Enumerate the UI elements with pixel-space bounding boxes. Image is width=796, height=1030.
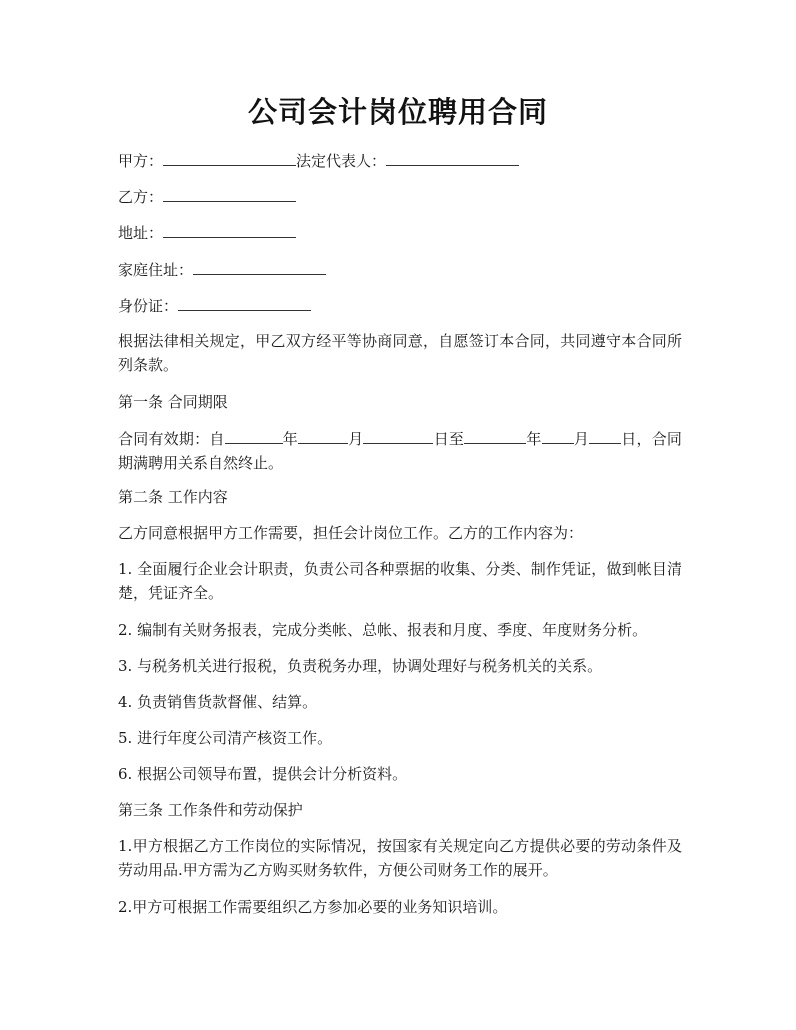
article2-item: 6. 根据公司领导布置，提供会计分析资料。 — [118, 765, 408, 783]
article2-item: 5. 进行年度公司清产核资工作。 — [118, 729, 333, 747]
party-a-label: 甲方： — [118, 152, 164, 170]
validity-year1: 年 — [282, 430, 299, 448]
home-address-line — [118, 257, 682, 282]
id-card-blank — [178, 293, 311, 311]
intro-paragraph: 根据法律相关规定，甲乙双方经平等协商同意，自愿签订本合同，共同遵守本合同所列条款。 — [118, 332, 682, 374]
start-year-blank — [225, 426, 283, 444]
party-a-line — [118, 148, 682, 173]
address-blank — [163, 220, 296, 238]
validity-prefix: 合同有效期：自 — [118, 430, 225, 448]
article1-heading: 第一条 合同期限 — [118, 393, 228, 411]
validity-day2-end: 日，合同期满聘用关系自然终止。 — [118, 430, 682, 472]
legal-representative-label: 法定代表人： — [296, 152, 387, 170]
article3-item: 2.甲方可根据工作需要组织乙方参加必要的业务知识培训。 — [118, 898, 508, 916]
home-address-blank — [193, 257, 326, 275]
validity-year2: 年 — [526, 430, 542, 448]
article3-item: 1.甲方根据乙方工作岗位的实际情况，按国家有关规定向乙方提供必要的劳动条件及劳动用品.甲方需为乙方购买财务软件，方便公司财务工作的展开。 — [118, 837, 682, 879]
party-a-blank — [163, 148, 296, 166]
validity-day1-to: 日至 — [433, 430, 465, 448]
article2-item: 2. 编制有关财务报表，完成分类帐、总帐、报表和月度、季度、年度财务分析。 — [118, 621, 648, 639]
address-line — [118, 220, 682, 245]
end-month-blank — [542, 426, 574, 444]
article2-item: 3. 与税务机关进行报税，负责税务办理，协调处理好与税务机关的关系。 — [118, 657, 603, 675]
validity-paragraph — [118, 426, 682, 475]
article3-heading: 第三条 工作条件和劳动保护 — [118, 801, 303, 819]
home-address-label: 家庭住址： — [118, 261, 194, 279]
id-card-line — [118, 293, 682, 318]
article2-intro: 乙方同意根据甲方工作需要，担任会计岗位工作。乙方的工作内容为： — [118, 524, 584, 542]
legal-representative-blank — [386, 148, 519, 166]
end-year-blank — [464, 426, 526, 444]
id-card-label: 身份证： — [118, 297, 179, 315]
document-title: 公司会计岗位聘用合同 — [247, 95, 548, 129]
address-label: 地址： — [118, 224, 164, 242]
start-day-blank — [363, 426, 433, 444]
article2-item: 1. 全面履行企业会计职责，负责公司各种票据的收集、分类、制作凭证，做到帐目清楚，凭证齐全。 — [118, 560, 682, 602]
party-b-line — [118, 184, 682, 209]
article2-heading: 第二条 工作内容 — [118, 488, 228, 506]
party-b-label: 乙方： — [118, 188, 164, 206]
article2-item: 4. 负责销售货款督催、结算。 — [118, 693, 318, 711]
start-month-blank — [298, 426, 348, 444]
validity-month1: 月 — [348, 430, 364, 448]
party-b-blank — [163, 184, 296, 202]
validity-month2: 月 — [573, 430, 590, 448]
end-day-blank — [589, 426, 621, 444]
